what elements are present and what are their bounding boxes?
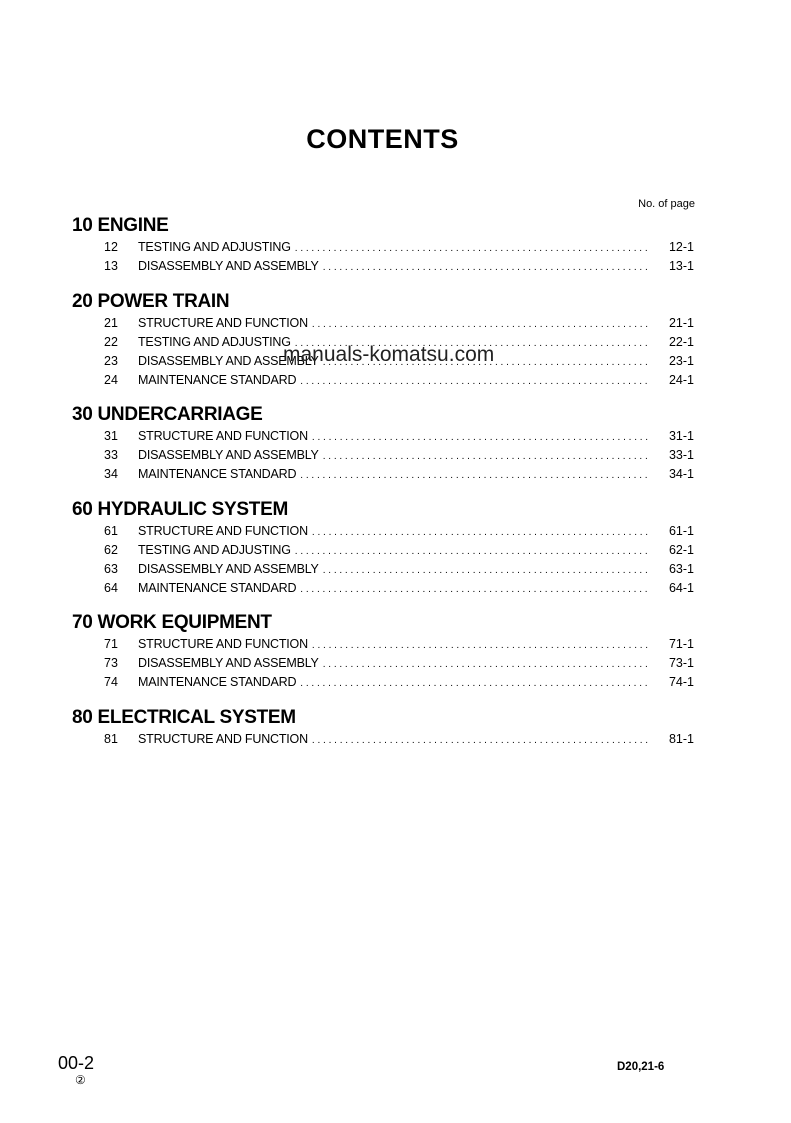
toc-entry[interactable] <box>72 427 694 446</box>
entry-number: 73 <box>104 656 118 670</box>
dot-leader <box>300 372 650 391</box>
footer-page-number: 00-2 <box>58 1053 95 1073</box>
section-heading: 20 POWER TRAIN <box>72 290 230 312</box>
toc-entry[interactable] <box>72 238 694 257</box>
entry-title: TESTING AND ADJUSTING <box>138 542 291 557</box>
section-heading: 30 UNDERCARRIAGE <box>72 404 263 425</box>
toc-entry[interactable] <box>72 522 694 541</box>
entry-page: 23-1 <box>668 353 694 368</box>
entry-number: 34 <box>104 467 118 481</box>
dot-leader <box>295 239 650 258</box>
entry-number: 62 <box>104 542 118 557</box>
toc-entry[interactable] <box>72 371 694 390</box>
entry-title: STRUCTURE AND FUNCTION <box>138 637 308 651</box>
entry-title: DISASSEMBLY AND ASSEMBLY <box>138 656 319 670</box>
entry-title: STRUCTURE AND FUNCTION <box>138 731 308 746</box>
toc-entry[interactable] <box>72 257 694 276</box>
entry-page: 61-1 <box>668 523 694 538</box>
page-title: CONTENTS <box>306 124 459 154</box>
entry-number: 61 <box>104 523 118 538</box>
dot-leader <box>323 258 650 277</box>
toc-entry[interactable] <box>72 314 694 333</box>
dot-leader <box>312 315 650 334</box>
entry-number: 71 <box>104 637 118 651</box>
toc-entry[interactable] <box>72 654 694 673</box>
toc-entry[interactable] <box>72 446 694 465</box>
column-header-page: No. of page <box>638 198 695 210</box>
entry-page: 62-1 <box>668 542 694 557</box>
dot-leader <box>300 580 650 599</box>
section-heading: 10 ENGINE <box>72 215 169 236</box>
entry-number: 13 <box>104 259 118 273</box>
entry-title: TESTING AND ADJUSTING <box>138 240 291 254</box>
entry-number: 22 <box>104 334 118 349</box>
revision-mark: ② <box>75 1073 86 1087</box>
entry-number: 63 <box>104 561 118 576</box>
toc-entry[interactable] <box>72 673 694 692</box>
dot-leader <box>300 466 650 485</box>
entry-page: 21-1 <box>668 315 694 330</box>
toc-section <box>72 290 694 390</box>
entry-page: 34-1 <box>668 467 694 481</box>
dot-leader <box>312 523 650 542</box>
entry-title: DISASSEMBLY AND ASSEMBLY <box>138 259 319 273</box>
dot-leader <box>312 636 650 655</box>
entry-title: MAINTENANCE STANDARD <box>138 580 297 595</box>
entry-title: MAINTENANCE STANDARD <box>138 372 297 387</box>
dot-leader <box>312 731 650 750</box>
toc-section <box>72 611 694 692</box>
entry-page: 74-1 <box>668 675 694 689</box>
dot-leader <box>323 561 650 580</box>
entry-title: MAINTENANCE STANDARD <box>138 675 297 689</box>
toc-entry[interactable] <box>72 730 694 749</box>
dot-leader <box>300 674 650 693</box>
toc-entry[interactable] <box>72 635 694 654</box>
toc-section <box>72 403 694 484</box>
entry-number: 24 <box>104 372 118 387</box>
section-heading: 70 WORK EQUIPMENT <box>72 612 272 633</box>
entry-title: DISASSEMBLY AND ASSEMBLY <box>138 561 319 576</box>
entry-number: 81 <box>104 731 118 746</box>
section-heading: 80 ELECTRICAL SYSTEM <box>72 706 296 728</box>
entry-page: 64-1 <box>668 580 694 595</box>
entry-title: DISASSEMBLY AND ASSEMBLY <box>138 353 319 368</box>
entry-number: 31 <box>104 429 118 443</box>
entry-number: 74 <box>104 675 118 689</box>
toc-entry[interactable] <box>72 579 694 598</box>
entry-page: 12-1 <box>668 240 694 254</box>
entry-title: DISASSEMBLY AND ASSEMBLY <box>138 448 319 462</box>
section-heading: 60 HYDRAULIC SYSTEM <box>72 498 289 520</box>
toc-entry[interactable] <box>72 541 694 560</box>
watermark: manuals-komatsu.com <box>283 343 495 366</box>
entry-title: STRUCTURE AND FUNCTION <box>138 523 308 538</box>
entry-number: 21 <box>104 315 118 330</box>
toc-section <box>72 706 694 749</box>
entry-title: STRUCTURE AND FUNCTION <box>138 429 308 443</box>
toc-section <box>72 214 694 276</box>
entry-title: MAINTENANCE STANDARD <box>138 467 297 481</box>
toc-section <box>72 498 694 598</box>
entry-page: 24-1 <box>668 372 694 387</box>
entry-page: 33-1 <box>668 448 694 462</box>
dot-leader <box>312 428 650 447</box>
entry-page: 71-1 <box>668 637 694 651</box>
toc-entry[interactable] <box>72 465 694 484</box>
table-of-contents <box>72 214 694 762</box>
dot-leader <box>323 447 650 466</box>
entry-page: 63-1 <box>668 561 694 576</box>
dot-leader <box>323 655 650 674</box>
toc-entry[interactable] <box>72 560 694 579</box>
entry-page: 22-1 <box>668 334 694 349</box>
entry-page: 73-1 <box>668 656 694 670</box>
entry-page: 81-1 <box>668 731 694 746</box>
entry-number: 23 <box>104 353 118 368</box>
entry-title: TESTING AND ADJUSTING <box>138 334 291 349</box>
dot-leader <box>295 542 650 561</box>
entry-number: 33 <box>104 448 118 462</box>
entry-page: 13-1 <box>668 259 694 273</box>
footer-model: D20,21-6 <box>617 1061 665 1073</box>
entry-number: 64 <box>104 580 118 595</box>
entry-title: STRUCTURE AND FUNCTION <box>138 315 308 330</box>
entry-number: 12 <box>104 240 118 254</box>
entry-page: 31-1 <box>668 429 694 443</box>
